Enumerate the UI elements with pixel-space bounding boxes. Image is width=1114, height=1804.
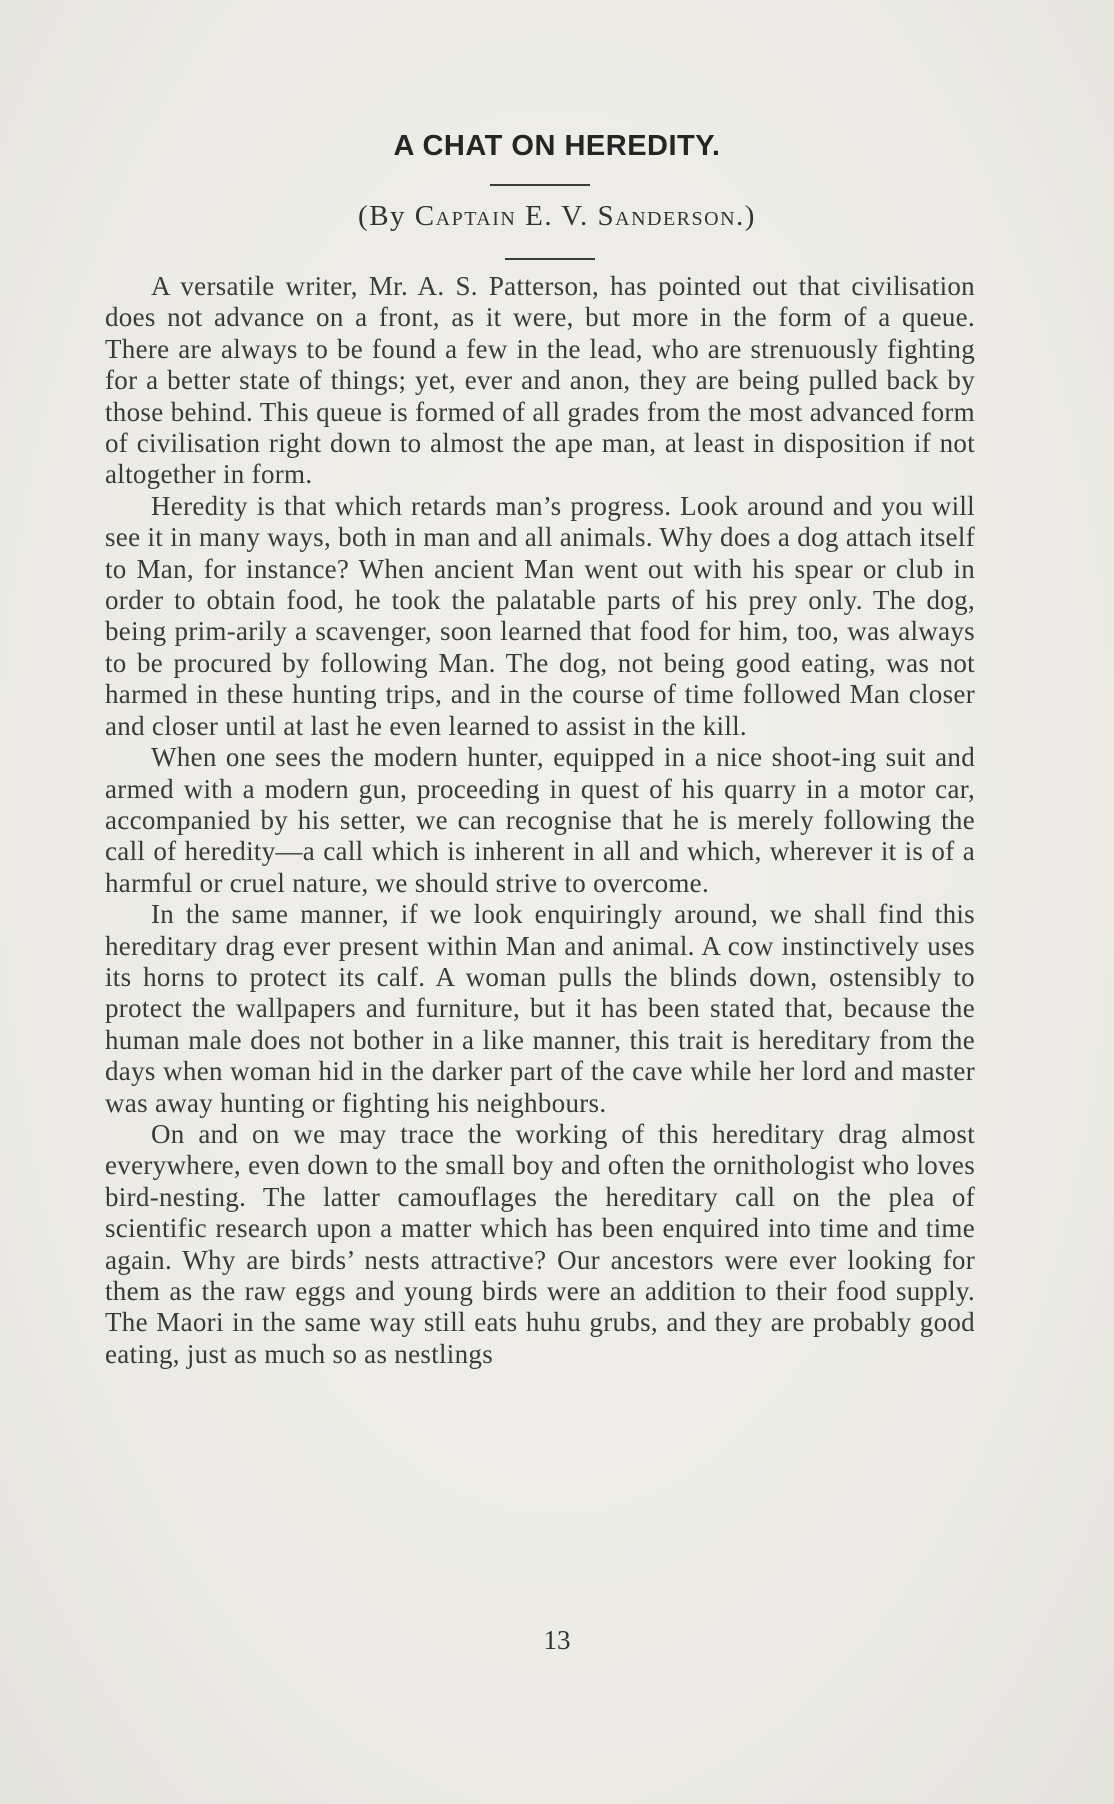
author-name: Captain E. V. Sanderson. <box>414 200 745 232</box>
paragraph: On and on we may trace the working of this hereditary drag almost everywhere, even down to the small boy and often the ornithologist who loves bird-nesting. The latter camouflages the hereditary call on the plea of scientific research upon a matter which has been enquired into time and time again. Why are birds’ nests attractive? Our ancestors were ever looking for them as the raw eggs and young birds were an addition to their food supply. The Maori in the same way still eats huhu grubs, and they are probably good eating, just as much so as nestlings <box>105 1118 975 1369</box>
article-title: A CHAT ON HEREDITY. <box>393 130 721 162</box>
page-number: 13 <box>543 1625 571 1655</box>
byline <box>0 200 1114 233</box>
byline-close: ) <box>744 200 756 232</box>
byline-open: (By <box>358 200 415 232</box>
paragraph: When one sees the modern hunter, equipped in a nice shoot-ing suit and armed with a modern gun, proceeding in quest of his quarry in a motor car, accompanied by his setter, we can recognise that he is merely following the call of heredity—a call which is inherent in all and which, wherever it is of a harmful or cruel nature, we should strive to overcome. <box>105 742 975 898</box>
title-divider <box>490 184 590 186</box>
paragraph: A versatile writer, Mr. A. S. Patterson, has pointed out that civilisation does not advance on a front, as it were, but more in the form of a queue. There are always to be found a few in the lead, who are strenuously fighting for a better state of things; yet, ever and anon, they are being pulled back by those behind. This queue is formed of all grades from the most advanced form of civilisation right down to almost the ape man, at least in disposition if not altogether in form. <box>105 271 975 490</box>
byline-divider <box>505 258 595 260</box>
paragraph: Heredity is that which retards man’s progress. Look around and you will see it in many ways, both in man and all animals. Why does a dog attach itself to Man, for instance? When ancient Man went out with his spear or club in order to obtain food, he took the palatable parts of his prey only. The dog, being prim-arily a scavenger, soon learned that food for him, too, was always to be procured by following Man. The dog, not being good eating, was not harmed in these hunting trips, and in the course of time followed Man closer and closer until at last he even learned to assist in the kill. <box>105 490 975 741</box>
article-body <box>105 271 975 1370</box>
paragraph: In the same manner, if we look enquiringly around, we shall find this hereditary drag ever present within Man and animal. A cow instinctively uses its horns to protect its calf. A woman pulls the blinds down, ostensibly to protect the wallpapers and furniture, but it has been stated that, because the human male does not bother in a like manner, this trait is hereditary from the days when woman hid in the darker part of the cave while her lord and master was away hunting or fighting his neighbours. <box>105 899 975 1118</box>
